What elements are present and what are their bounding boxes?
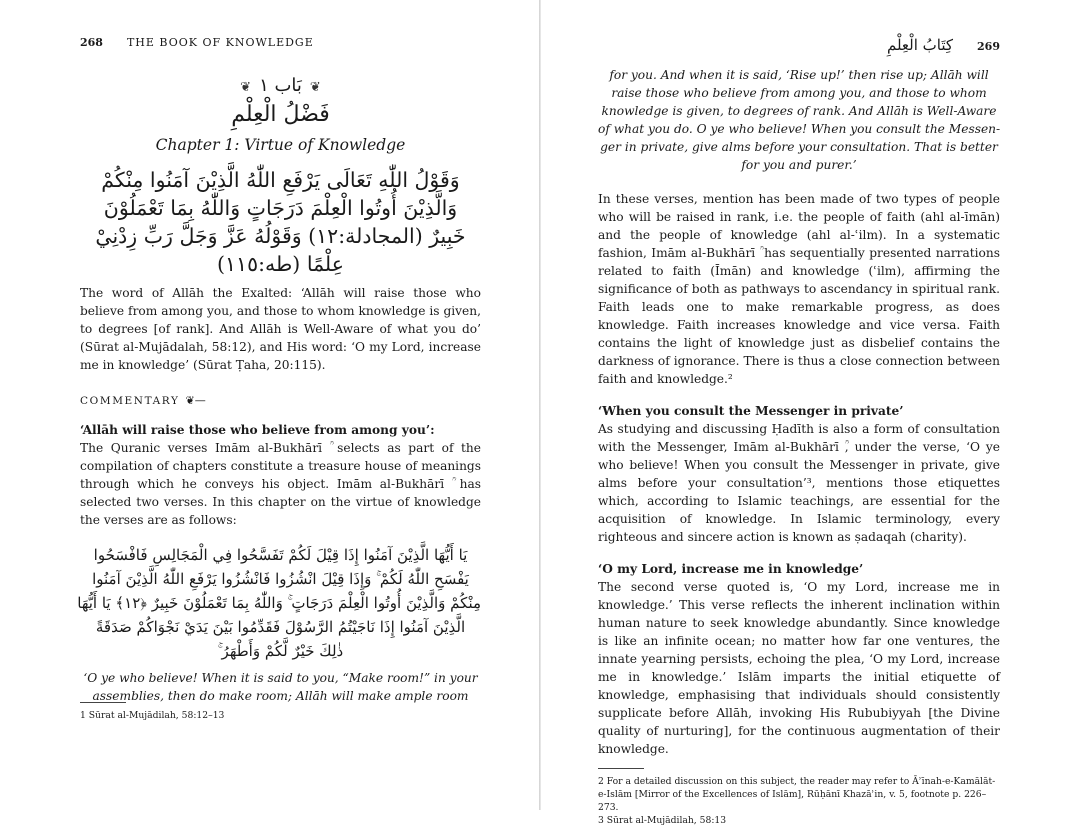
quote-line: ger in private, give alms before your consultation. That is better <box>600 140 998 154</box>
quran-verse-block <box>77 543 481 663</box>
quote-line: ‘O ye who believe! When it is said to you, “Make room!” in your <box>83 671 478 685</box>
subheading: ‘When you consult the Messenger in private’ <box>598 404 904 418</box>
footnotes <box>598 768 1000 827</box>
arabic-chapter-title: فَضْلُ الْعِلْمِ <box>231 102 330 127</box>
body-paragraph: As studying and discussing Ḥadīth is also a form of consultation with the Messenger, Imām al-Bukhārī ؒ, under the verse, ‘O ye who believe! When you consult the Messenger in private, give alms before your consultation’³, mentions those etiquettes which, according to Islamic teachings, are essential for the acquisition of knowledge. In Islamic terminology, every righteous and sincere action is known as ṣadaqah (charity). <box>598 422 1000 544</box>
quote-line: for you. And when it is said, ‘Rise up!’ then rise up; Allāh will <box>609 68 989 82</box>
running-head-title: THE BOOK OF KNOWLEDGE <box>126 36 314 49</box>
quran-line: مِنْكُمْ وَالَّذِيْنَ أُوتُوا الْعِلْمَ دَرَجَاتٍ ۚ وَاللّٰهُ بِمَا تَعْمَلُوْنَ خَبِيرٌ ﴿١٢﴾ يَا أَيُّهَا <box>77 594 481 612</box>
quote-line: knowledge is given, to degrees of rank. And Allāh is Well-Aware <box>601 104 997 118</box>
arabic-line: عِلْمًا (طه:١١٥) <box>217 252 344 276</box>
commentary-label: COMMENTARY <box>80 394 180 407</box>
footnote: 2 For a detailed discussion on this subject, the reader may refer to Āʾīnah-e-Kamālāt-e-Islām [Mirror of the Excellences of Islām], Rūḥānī Khazāʾin, v. 5, footnote p. 226–273. <box>598 776 996 813</box>
quote-line: for you and purer.’ <box>741 158 857 172</box>
quran-line: ذٰلِكَ خَيْرٌ لَّكُمْ وَأَطْهَرُ ۚ <box>217 642 344 660</box>
bab-heading <box>80 74 481 100</box>
footnote-rule <box>598 768 644 769</box>
ornament-icon: ❦— <box>185 394 206 407</box>
subheading: ‘Allāh will raise those who believe from among you’: <box>80 423 435 437</box>
quran-line: يَفْسَحِ اللّٰهُ لَكُمْ ۚ وَإِذَا قِيْلَ انْشُزُوا فَانْشُزُوا يَرْفَعِ اللّٰهُ الَّذِيْنَ آمَنُوا <box>92 570 469 588</box>
footnote: 1 Sūrat al-Mujādilah, 58:12–13 <box>80 710 225 721</box>
translation-paragraph: The word of Allāh the Exalted: ‘Allāh will raise those who believe from among you, and those to whom knowledge is given, to degrees [of rank]. And Allāh is Well-Aware of what you do’ (Sūrat al-Mujādalah, 58:12), and His word: ‘O my Lord, increase me in knowledge’ (Sūrat Ṭaha, 20:115). <box>80 286 481 372</box>
arabic-line: وَالَّذِيْنَ أُوتُوا الْعِلْمَ دَرَجَاتٍ وَاللّٰهُ بِمَا تَعْمَلُوْنَ <box>103 196 458 220</box>
ornament-icon: ❦ <box>309 80 321 95</box>
left-page <box>0 0 539 810</box>
body-paragraph: The second verse quoted is, ‘O my Lord, increase me in knowledge.’ This verse reflects the inherent inclination within human nature to seek knowledge abundantly. Since knowledge is like an infinite ocean; no matter how far one ventures, the innate yearning persists, echoing the plea, ‘O my Lord, increase me in knowledge.’ Islām imparts the initial etiquette of knowledge, emphasising that individuals should consistently supplicate before Allāh, invoking His Rububiyyah [the Divine quality of nurturing], for the continuous augmentation of their knowledge. <box>598 580 1000 756</box>
page-number: 269 <box>977 40 1000 53</box>
footnote: 3 Sūrat al-Mujādilah, 58:13 <box>598 815 727 826</box>
body-paragraph: The Quranic verses Imām al-Bukhārī ؒ selects as part of the compilation of chapters constitute a treasure house of meanings through which he conveys his object. Imām al-Bukhārī ؒ has selected two verses. In this chapter on the virtue of knowledge the verses are as follows: <box>80 441 481 527</box>
quran-line: الَّذِيْنَ آمَنُوا إِذَا نَاجَيْتُمُ الرَّسُوْلَ فَقَدِّمُوا بَيْنَ يَدَيْ نَجْوَاكُمْ صَدَقَةً <box>95 618 466 636</box>
commentary-heading <box>80 394 481 407</box>
quote-line: assemblies, then do make room; Allāh will make ample room <box>92 689 469 703</box>
body-paragraph: In these verses, mention has been made of two types of people who will be raised in rank, i.e. the people of faith (ahl al-īmān) and the people of knowledge (ahl al-ʿilm). In a systematic fashion, Imām al-Bukhārī ؒ has sequentially presented narrations related to faith (Īmān) and knowledge (ʿilm), affirming the significance of both as pathways to ascendancy in spiritual rank. Faith leads one to make remarkable progress, as does knowledge. Faith increases knowledge and vice versa. Faith contains the light of knowledge just as disbelief contains the darkness of ignorance. There is thus a close connection between faith and knowledge.² <box>598 192 1000 386</box>
footnote-rule <box>80 702 126 703</box>
quran-line: يَا أَيُّهَا الَّذِيْنَ آمَنُوا إِذَا قِيْلَ لَكُمْ تَفَسَّحُوا فِي الْمَجَالِسِ فَافْسَحُوا <box>93 546 468 564</box>
chapter-title: Chapter 1: Virtue of Knowledge <box>155 136 406 154</box>
running-head <box>598 36 1000 52</box>
quote-line: raise those who believe from among you, and those to whom <box>611 86 987 100</box>
bab-label: بَاب ١ <box>259 75 302 96</box>
running-head-title: كِتَابُ الْعِلْمِ <box>886 36 954 54</box>
arabic-line: خَبِيرٌ (المجادلة:١٢) وَقَوْلُهُ عَزَّ وَجَلَّ رَبِّ زِدْنِيْ <box>95 224 466 248</box>
arabic-line: وَقَوْلُ اللّٰهِ تَعَالَى يَرْفَعِ اللّٰهُ الَّذِيْنَ آمَنُوا مِنْكُمْ <box>101 168 460 192</box>
right-page <box>541 0 1080 826</box>
running-head <box>80 36 481 52</box>
quote-line: of what you do. O ye who believe! When you consult the Messen- <box>598 122 1001 136</box>
page-number: 268 <box>80 36 103 49</box>
verse-translation <box>598 66 1000 174</box>
footnotes <box>80 692 480 722</box>
ornament-icon: ❦ <box>240 80 252 95</box>
arabic-text-block <box>80 166 481 278</box>
subheading: ‘O my Lord, increase me in knowledge’ <box>598 562 864 576</box>
